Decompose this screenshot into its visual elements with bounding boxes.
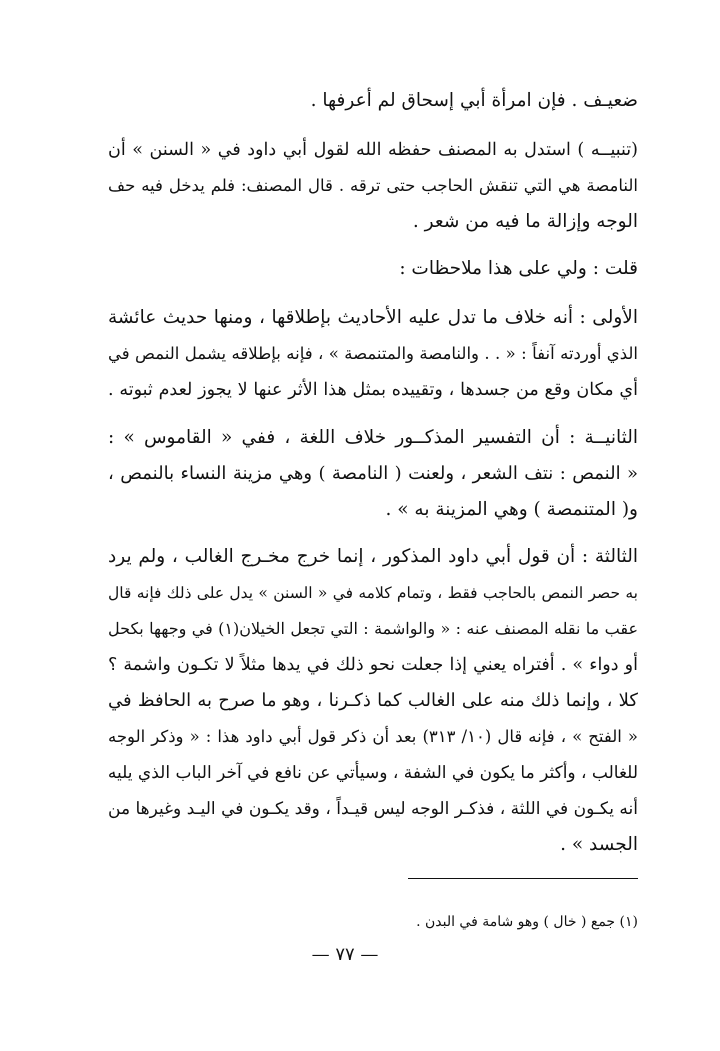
- footnote-divider: [408, 878, 638, 879]
- text-line-7: الذي أوردته آنفاً : « . . والنامصة والمتنمصة » ، فإنه بإطلاقه يشمل النمص في: [108, 344, 638, 363]
- text-line-18: للغالب ، وأكثر ما يكون في الشفة ، وسيأتي عن نافع في آخر الباب الذي يليه: [107, 763, 638, 783]
- text-line-13: به حصر النمص بالحاجب فقط ، وتمام كلامه في « السنن » يدل على ذلك فإنه قال: [108, 584, 638, 602]
- text-line-19: أنه يكـون في اللثة ، فذكـر الوجه ليس قيـداً ، وقد يكـون في اليـد وغيرها من: [108, 799, 638, 819]
- text-line-11: و( المتنمصة ) وهي المزينة به » .: [385, 499, 638, 520]
- text-line-16: كلا ، وإنما ذلك منه على الغالب كما ذكـرنا ، وهو ما صرح به الحافظ في: [108, 690, 638, 711]
- text-line-14: عقب ما نقله المصنف عنه : « والواشمة : التي تجعل الخيلان(١) في وجهها بكحل: [108, 619, 638, 638]
- text-line-20: الجسد » .: [560, 834, 638, 855]
- text-line-9: الثانيــة : أن التفسير المذكــور خلاف اللغة ، ففي « القاموس » :: [108, 427, 638, 448]
- text-line-17: « الفتح » ، فإنه قال (١٠/ ٣١٣) بعد أن ذكر قول أبي داود هذا : « وذكر الوجه: [108, 727, 638, 746]
- text-line-1: ضعيـف . فإن امرأة أبي إسحاق لم أعرفها .: [310, 90, 638, 111]
- text-line-8: أي مكان وقع من جسدها ، وتقييده بمثل هذا الأثر عنها لا يجوز لعدم ثبوته .: [108, 380, 638, 400]
- text-line-15: أو دواء » . أفتراه يعني إذا جعلت نحو ذلك في يدها مثلاً لا تكـون واشمة ؟: [108, 655, 638, 675]
- footnote: (١) جمع ( خال ) وهو شامة في البدن .: [416, 914, 638, 930]
- text-line-2: (تنبيــه ) استدل به المصنف حفظه الله لقول أبي داود في « السنن » أن: [108, 140, 638, 160]
- page-number: — ٧٧ —: [311, 944, 379, 965]
- text-line-5: قلت : ولي على هذا ملاحظات :: [399, 258, 638, 279]
- text-line-3: النامصة هي التي تنقش الحاجب حتى ترقه . قال المصنف: فلم يدخل فيه حف: [108, 176, 638, 195]
- text-line-12: الثالثة : أن قول أبي داود المذكور ، إنما خرج مخـرج الغالب ، ولم يرد: [108, 546, 638, 567]
- text-line-10: « النمص : نتف الشعر ، ولعنت ( النامصة ) وهي مزينة النساء بالنمص ،: [108, 463, 638, 484]
- text-line-4: الوجه وإزالة ما فيه من شعر .: [412, 211, 638, 232]
- text-line-6: الأولى : أنه خلاف ما تدل عليه الأحاديث بإطلاقها ، ومنها حديث عائشة: [108, 307, 638, 328]
